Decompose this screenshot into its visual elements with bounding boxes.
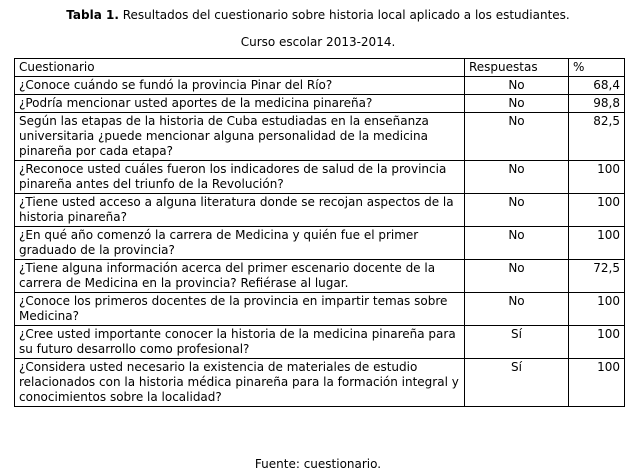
question-cell: ¿Podría mencionar usted aportes de la medicina pinareña?	[15, 95, 465, 113]
percent-cell: 100	[569, 194, 625, 227]
answer-cell: No	[465, 293, 569, 326]
header-respuestas: Respuestas	[465, 59, 569, 77]
percent-cell: 82,5	[569, 113, 625, 161]
header-percent: %	[569, 59, 625, 77]
table-row	[15, 359, 625, 407]
question-cell: ¿Reconoce usted cuáles fueron los indicadores de salud de la provincia pinareña antes del triunfo de la Revolución?	[15, 161, 465, 194]
table-caption	[0, 7, 636, 23]
question-cell: ¿En qué año comenzó la carrera de Medicina y quién fue el primer graduado de la provincia?	[15, 227, 465, 260]
percent-cell: 100	[569, 161, 625, 194]
answer-cell: Sí	[465, 326, 569, 359]
table-row	[15, 227, 625, 260]
table-row	[15, 113, 625, 161]
answer-cell: No	[465, 77, 569, 95]
table-row	[15, 260, 625, 293]
percent-cell: 100	[569, 326, 625, 359]
table-row	[15, 293, 625, 326]
table-caption-label: Tabla 1.	[66, 8, 119, 22]
answer-cell: No	[465, 260, 569, 293]
percent-cell: 100	[569, 227, 625, 260]
percent-cell: 98,8	[569, 95, 625, 113]
table-row	[15, 77, 625, 95]
answer-cell: No	[465, 194, 569, 227]
answer-cell: No	[465, 95, 569, 113]
percent-cell: 68,4	[569, 77, 625, 95]
answer-cell: No	[465, 161, 569, 194]
answer-cell: No	[465, 113, 569, 161]
question-cell: ¿Conoce cuándo se fundó la provincia Pinar del Río?	[15, 77, 465, 95]
table-row	[15, 194, 625, 227]
question-cell: Según las etapas de la historia de Cuba estudiadas en la enseñanza universitaria ¿puede mencionar alguna personalidad de la medicina pinareña por cada etapa?	[15, 113, 465, 161]
table-caption-text: Resultados del cuestionario sobre historia local aplicado a los estudiantes.	[118, 8, 570, 22]
table-row	[15, 95, 625, 113]
results-table	[14, 58, 625, 407]
question-cell: ¿Tiene usted acceso a alguna literatura donde se recojan aspectos de la historia pinareña?	[15, 194, 465, 227]
percent-cell: 100	[569, 293, 625, 326]
table-subtitle: Curso escolar 2013-2014.	[240, 35, 396, 49]
question-cell: ¿Conoce los primeros docentes de la provincia en impartir temas sobre Medicina?	[15, 293, 465, 326]
percent-cell: 100	[569, 359, 625, 407]
table-row	[15, 161, 625, 194]
answer-cell: Sí	[465, 359, 569, 407]
header-cuestionario: Cuestionario	[15, 59, 465, 77]
source-note: Fuente: cuestionario.	[254, 457, 382, 471]
answer-cell: No	[465, 227, 569, 260]
table-row	[15, 326, 625, 359]
header-row	[15, 59, 625, 77]
question-cell: ¿Considera usted necesario la existencia de materiales de estudio relacionados con la historia médica pinareña para la formación integral y conocimientos sobre la localidad?	[15, 359, 465, 407]
question-cell: ¿Tiene alguna información acerca del primer escenario docente de la carrera de Medicina en la provincia? Refiérase al lugar.	[15, 260, 465, 293]
percent-cell: 72,5	[569, 260, 625, 293]
question-cell: ¿Cree usted importante conocer la historia de la medicina pinareña para su futuro desarrollo como profesional?	[15, 326, 465, 359]
